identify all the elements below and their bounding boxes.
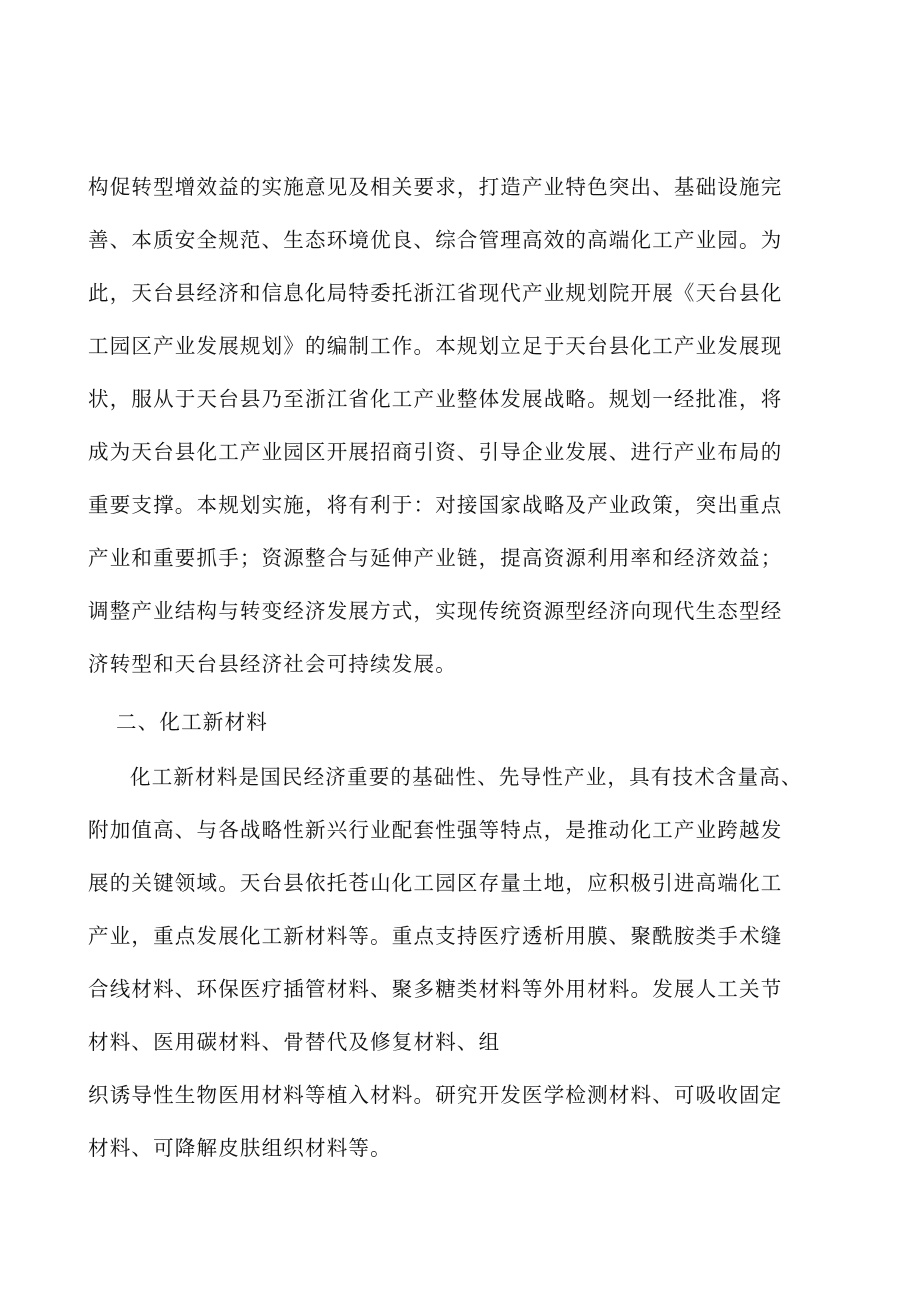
paragraph-line: 产业，重点发展化工新材料等。重点支持医疗透析用膜、聚酰胺类手术缝 (88, 924, 783, 948)
section-heading: 二、化工新材料 (116, 710, 268, 734)
paragraph-line: 调整产业结构与转变经济发展方式，实现传统资源型经济向现代生态型经 (88, 599, 783, 623)
paragraph-line: 织诱导性生物医用材料等植入材料。研究开发医学检测材料、可吸收固定 (88, 1083, 783, 1107)
paragraph-line: 材料、可降解皮肤组织材料等。 (88, 1136, 392, 1160)
paragraph-line: 状，服从于天台县乃至浙江省化工产业整体发展战略。规划一经批准，将 (88, 387, 783, 411)
paragraph-line: 材料、医用碳材料、骨替代及修复材料、组 (88, 1030, 501, 1054)
paragraph-line: 产业和重要抓手；资源整合与延伸产业链，提高资源利用率和经济效益； (88, 546, 783, 570)
paragraph-line: 成为天台县化工产业园区开展招商引资、引导企业发展、进行产业布局的 (88, 440, 783, 464)
paragraph-line: 展的关键领域。天台县依托苍山化工园区存量土地，应积极引进高端化工 (88, 871, 783, 895)
paragraph-line: 构促转型增效益的实施意见及相关要求，打造产业特色突出、基础设施完 (88, 175, 783, 199)
paragraph-line: 附加值高、与各战略性新兴行业配套性强等特点，是推动化工产业跨越发 (88, 818, 783, 842)
paragraph-line: 重要支撑。本规划实施，将有利于：对接国家战略及产业政策，突出重点 (88, 493, 783, 517)
paragraph-line: 善、本质安全规范、生态环境优良、综合管理高效的高端化工产业园。为 (88, 228, 783, 252)
paragraph-line: 工园区产业发展规划》的编制工作。本规划立足于天台县化工产业发展现 (88, 334, 783, 358)
paragraph-line: 此，天台县经济和信息化局特委托浙江省现代产业规划院开展《天台县化 (88, 281, 783, 305)
paragraph-line: 合线材料、环保医疗插管材料、聚多糖类材料等外用材料。发展人工关节 (88, 977, 783, 1001)
paragraph-line: 济转型和天台县经济社会可持续发展。 (88, 652, 457, 676)
paragraph-line: 化工新材料是国民经济重要的基础性、先导性产业，具有技术含量高、 (130, 765, 803, 789)
